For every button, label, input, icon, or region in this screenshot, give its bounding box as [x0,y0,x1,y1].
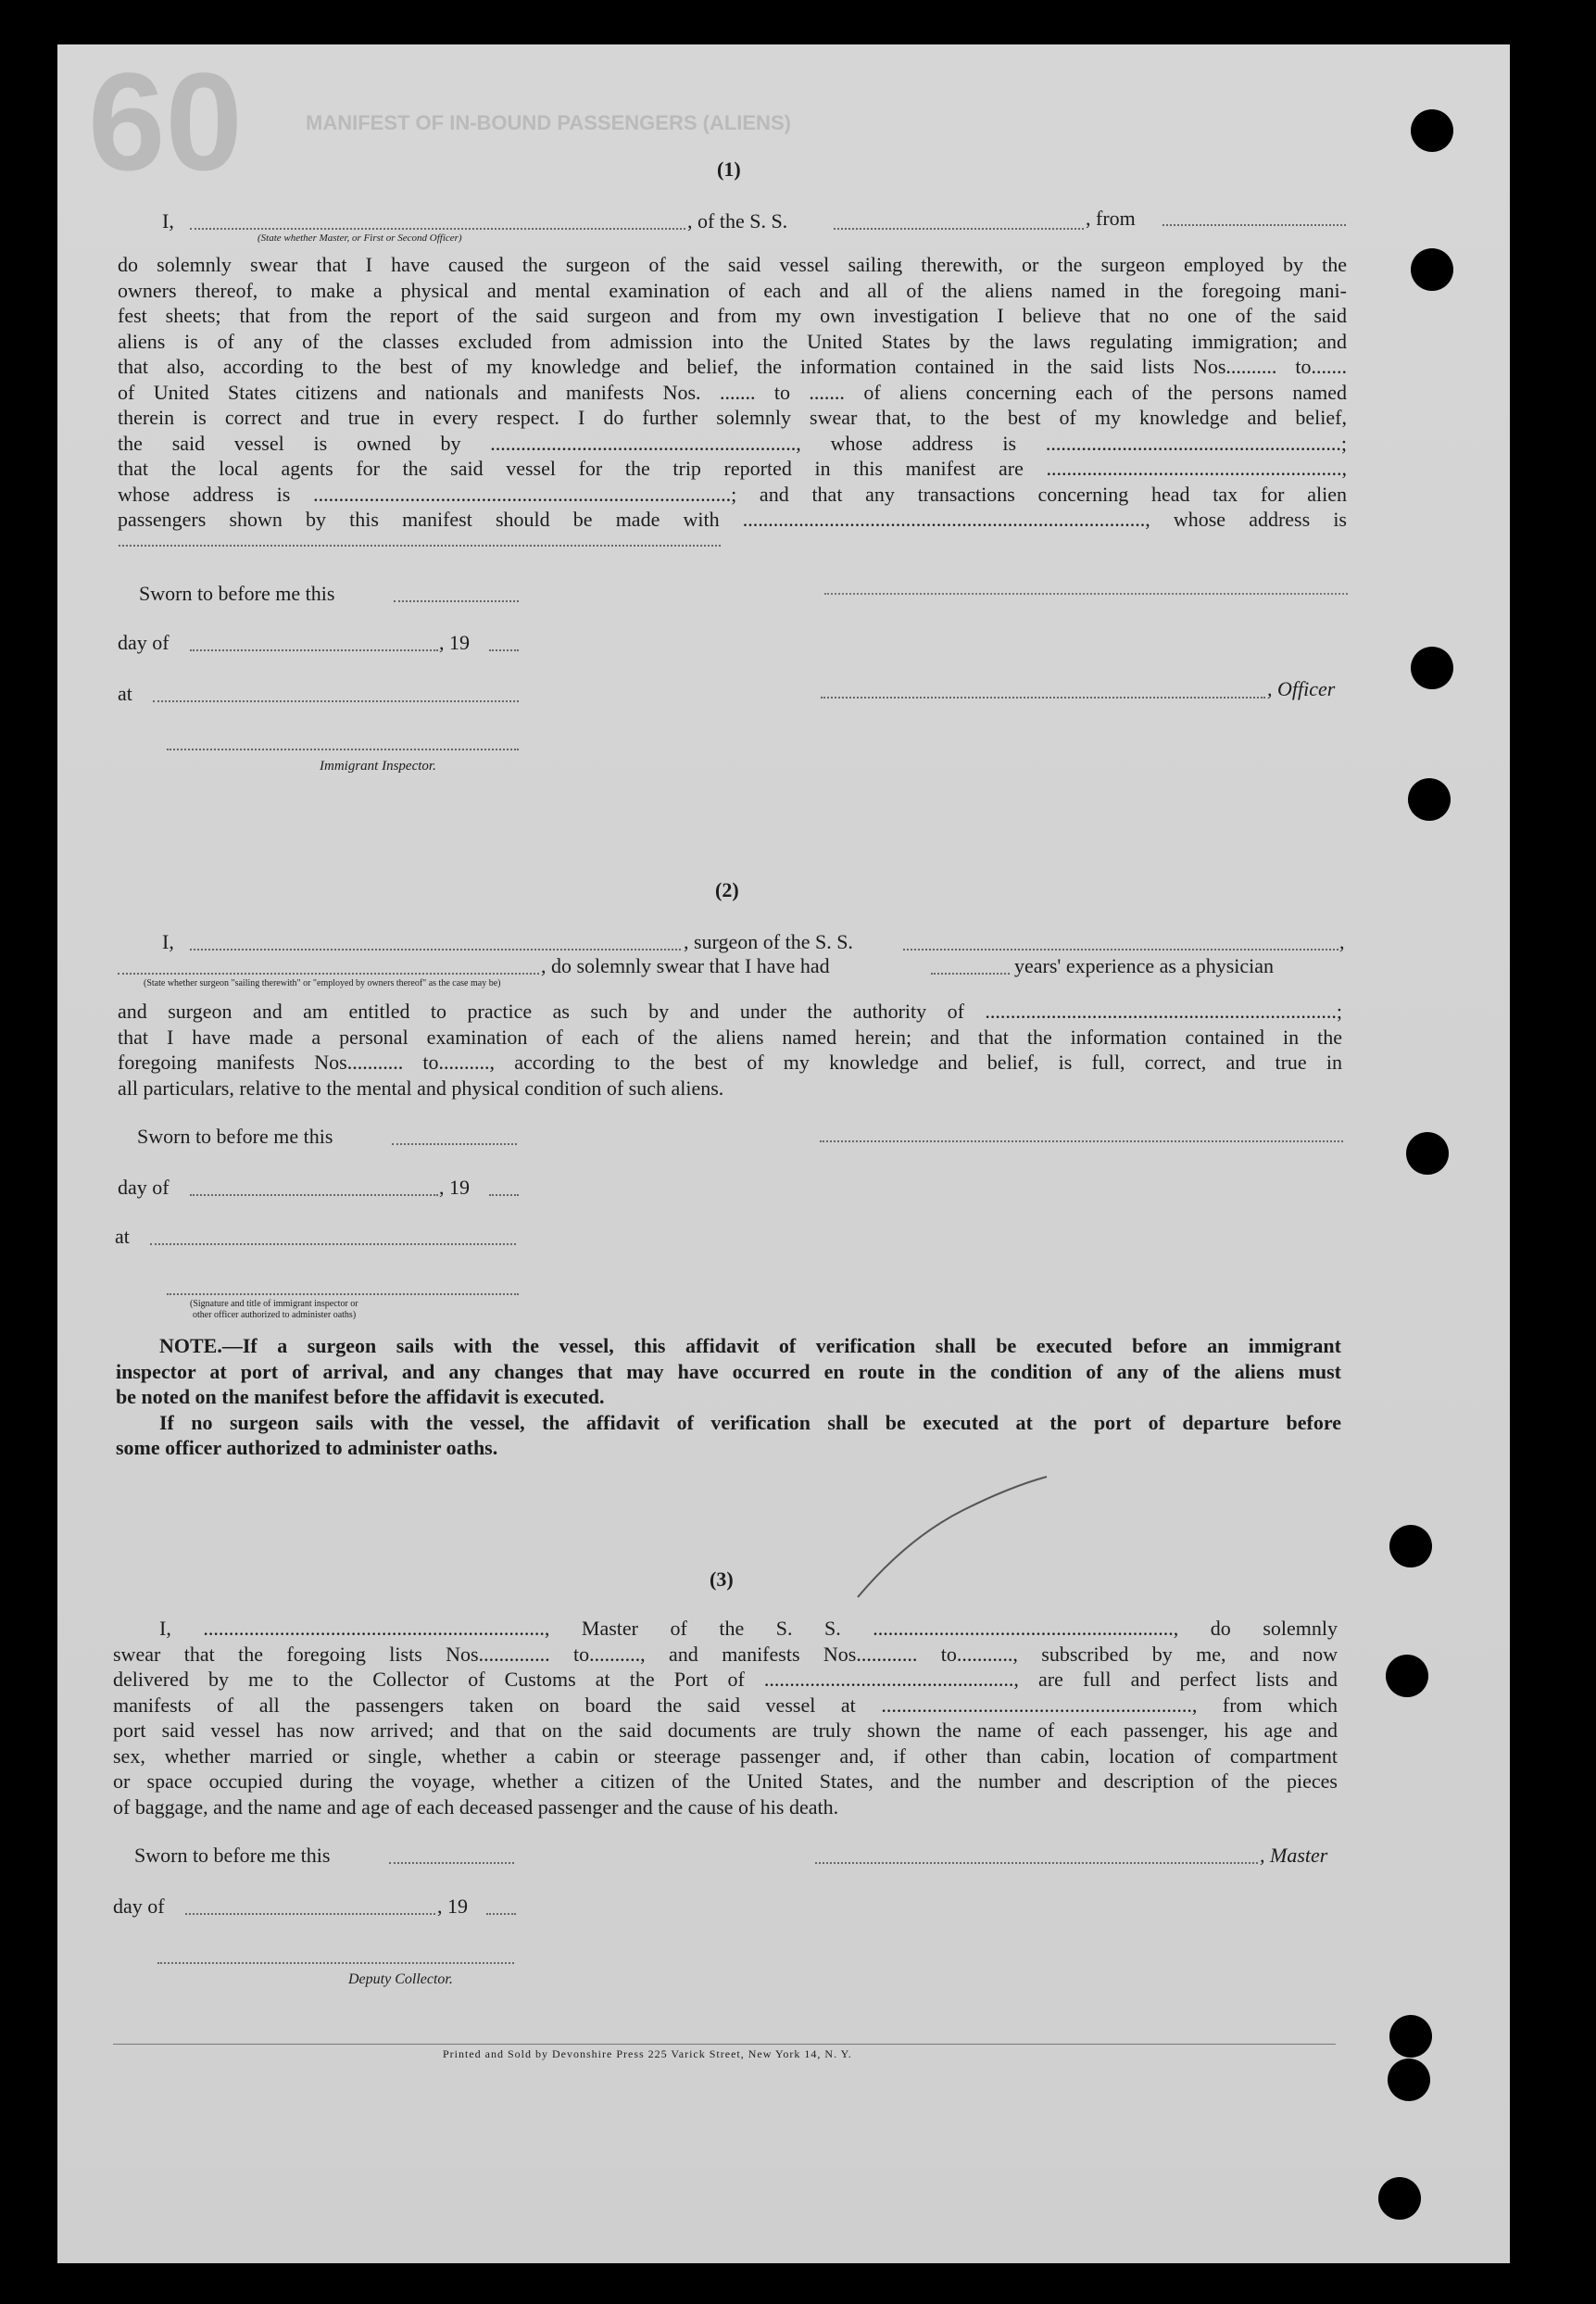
s1-body-line: do solemnly swear that I have caused the surgeon of the said vessel sailing therewith, or the surgeon employed by the [118,253,1347,276]
s1-body-line: whose address is ..................................................................................; and that any transactions concerning head tax for alien [118,482,1347,506]
s1-address-field[interactable] [119,545,721,547]
s3-body-line: port said vessel has now arrived; and that on the said documents are truly shown the name of each passenger, his age and [113,1719,1338,1742]
s1-officer-label: , Officer [1267,677,1336,700]
note-line: be noted on the manifest before the affidavit is executed. [116,1385,605,1408]
s2-vessel-field[interactable] [903,949,1338,951]
s2-body-line: and surgeon and am entitled to practice as such by and under the authority of .....................................................................; [118,1000,1342,1023]
s3-deputy-label: Deputy Collector. [348,1971,453,1987]
s2-years-label: years' experience as a physician [1014,954,1275,977]
s1-sworn-label: Sworn to before me this [139,582,335,605]
s1-from-label: , from [1086,207,1136,230]
s1-body-line: fest sheets; that from the report of the said surgeon and from my own investigation I believe that no one of the said [118,304,1347,327]
s3-body-line: or space occupied during the voyage, whether a citizen of the United States, and the number and description of the pieces [113,1769,1338,1793]
s1-body-line: aliens is of any of the classes excluded from admission into the United States by the laws regulating immigration; and [118,329,1347,353]
s1-body-line: owners thereof, to make a physical and mental examination of each and all of the aliens named in the foregoing mani- [118,278,1347,302]
s1-body-line: therein is correct and true in every respect. I do further solemnly swear that, to the best of my knowledge and belief, [118,406,1347,429]
s2-day-of-label: day of [118,1176,170,1199]
s2-sworn-date-field[interactable] [392,1143,517,1145]
s3-year-field[interactable] [486,1913,516,1915]
s1-at-label: at [118,682,132,705]
s1-from-port-field[interactable] [1162,224,1346,226]
s2-day-field[interactable] [190,1194,438,1196]
s1-sworn-date-field[interactable] [394,600,519,602]
s2-year-field[interactable] [489,1194,519,1196]
s1-at-field[interactable] [153,700,519,702]
s3-day-of-label: day of [113,1895,165,1918]
bleed-through-number: 60 [88,44,243,199]
s2-surgeon-label: , surgeon of the S. S. [684,930,853,953]
s1-vessel-name-field[interactable] [834,228,1084,230]
s2-body-line: that I have made a personal examination of each of the aliens named herein; and that the information contained in the [118,1025,1342,1049]
bleed-through-header: MANIFEST OF IN-BOUND PASSENGERS (ALIENS) [306,111,791,134]
s2-body-line: all particulars, relative to the mental and physical condition of such aliens. [118,1076,724,1100]
s1-caption: (State whether Master, or First or Second Officer) [258,233,462,244]
s3-master-signature-field[interactable] [815,1862,1258,1864]
printer-credit: Printed and Sold by Devonshire Press 225 Varick Street, New York 14, N. Y. [443,2047,852,2060]
section-3-heading: (3) [710,1567,734,1591]
punch-hole [1406,1132,1449,1175]
punch-hole [1411,647,1453,689]
note-line: some officer authorized to administer oaths. [116,1436,498,1459]
s2-surgeon-name-field[interactable] [190,949,681,951]
s3-day-field[interactable] [185,1913,435,1915]
s3-sworn-date-field[interactable] [389,1862,514,1864]
s1-body-line: of United States citizens and nationals and manifests Nos. ....... to ....... of aliens concerning each of the persons named [118,380,1347,404]
s3-collector-signature-field[interactable] [157,1962,514,1964]
s3-body-line: of baggage, and the name and age of each deceased passenger and the cause of his death. [113,1794,839,1819]
s3-body [113,1616,1338,1819]
s3-year-label: , 19 [437,1895,468,1918]
section-1-heading: (1) [717,157,741,181]
s1-body-line: that the local agents for the said vessel for the trip reported in this manifest are .........................................................., [118,457,1347,480]
s1-body-line: passengers shown by this manifest should be made with ..............................................................................., whose address is [118,508,1347,531]
s2-swear-label: , do solemnly swear that I have had [541,954,830,977]
s1-inspector-label: Immigrant Inspector. [320,759,436,774]
s1-inspector-signature-field[interactable] [167,749,519,750]
punch-hole [1389,2015,1432,2058]
s1-body-line: the said vessel is owned by ............................................................, whose address is ..........................................................; [118,431,1347,455]
s3-body-line: delivered by me to the Collector of Customs at the Port of ................................................., are full and perfect lists and [113,1668,1338,1691]
s2-comma: , [1339,930,1345,953]
s2-at-label: at [115,1225,130,1248]
s3-body-line: I, ..................................................................., Master of the S. S. ..........................................................., do solemnly [159,1617,1338,1640]
s2-at-field[interactable] [150,1243,516,1245]
s1-body-line: that also, according to the best of my knowledge and belief, the information contained in the said lists Nos.......... to....... [118,355,1347,378]
punch-hole [1378,2177,1421,2220]
s1-officer-signature-field[interactable] [821,697,1265,699]
punch-hole [1411,248,1453,291]
s1-i-label: I, [162,209,174,233]
s2-years-field[interactable] [931,973,1010,975]
s3-master-label: , Master [1260,1844,1328,1867]
note-block [116,1333,1341,1461]
note-line: inspector at port of arrival, and any changes that may have occurred en route in the condition of any of the aliens must [116,1359,1341,1383]
s2-body [118,999,1342,1101]
s2-sig-caption-1: (Signature and title of immigrant inspector or [190,1299,358,1309]
punch-hole [1388,2058,1430,2101]
pen-stroke [852,1473,1056,1603]
punch-hole [1389,1525,1432,1567]
s1-officer-name-field[interactable] [190,228,685,230]
s1-day-field[interactable] [190,649,438,651]
s2-year-label: , 19 [439,1176,470,1199]
s1-day-of-label: day of [118,631,170,654]
note-line: NOTE.—If a surgeon sails with the vessel, this affidavit of verification shall be executed before an immigrant [159,1334,1341,1357]
s1-body [118,252,1347,533]
s1-year-field[interactable] [489,649,519,651]
s3-sworn-label: Sworn to before me this [134,1844,331,1867]
punch-hole [1408,778,1451,821]
footer-rule [113,2044,1336,2045]
note-line: If no surgeon sails with the vessel, the affidavit of verification shall be executed at the port of departure before [159,1410,1341,1434]
s3-body-line: sex, whether married or single, whether a cabin or steerage passenger and, if other than cabin, location of compartment [113,1744,1338,1768]
s2-signature-line[interactable] [820,1140,1343,1142]
punch-hole [1411,109,1453,152]
s3-body-line: swear that the foregoing lists Nos.............. to.........., and manifests Nos............ to..........., subscribed by me, and now [113,1642,1338,1666]
s1-year-label: , 19 [439,631,470,654]
s2-sig-caption-2: other officer authorized to administer oaths) [193,1310,357,1320]
s2-sworn-label: Sworn to before me this [137,1125,333,1148]
s1-of-ss-label: , of the S. S. [687,209,788,233]
s3-body-line: manifests of all the passengers taken on board the said vessel at ............................................................., from which [113,1693,1338,1717]
s2-caption: (State whether surgeon "sailing therewith" or "employed by owners thereof" as the case may be) [144,978,501,988]
s2-body-line: foregoing manifests Nos........... to.........., according to the best of my knowledge and belief, is full, correct, and true in [118,1051,1342,1074]
s2-inspector-signature-field[interactable] [167,1293,519,1295]
s2-sailing-field[interactable] [118,973,539,975]
s2-i-label: I, [162,930,174,953]
section-2-heading: (2) [715,878,739,901]
s1-signature-line[interactable] [824,593,1348,595]
punch-hole [1386,1655,1428,1697]
